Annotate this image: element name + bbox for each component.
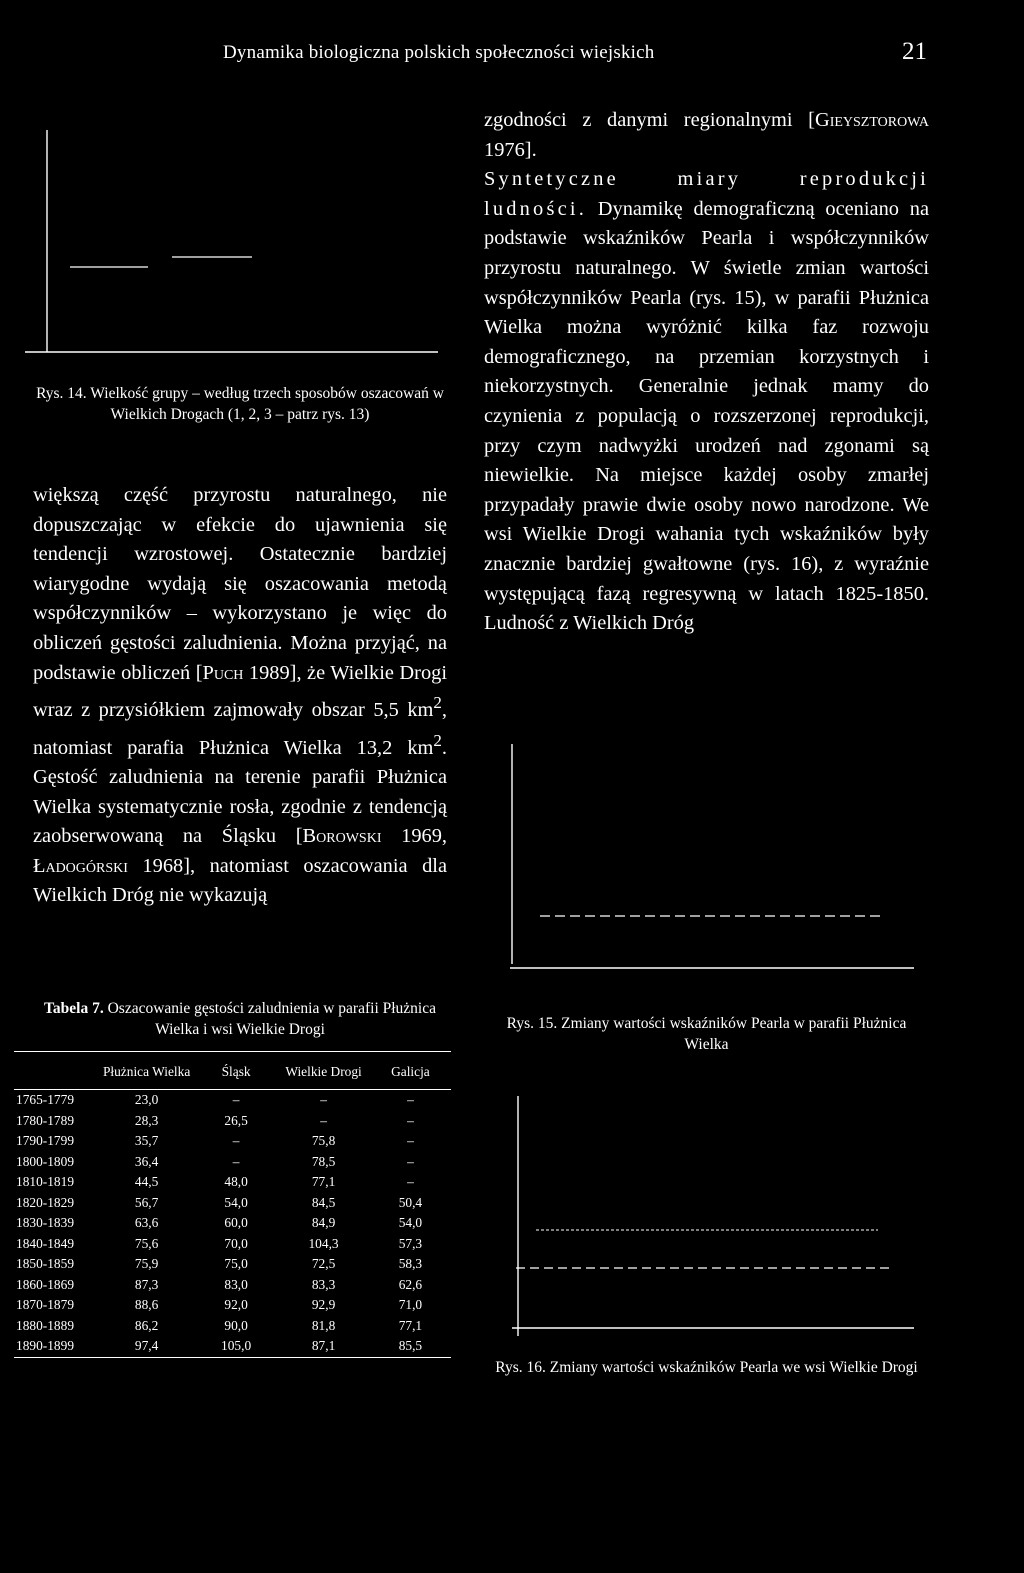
citation-author: Gieysztorowa bbox=[814, 109, 929, 131]
value-cell: 77,1 bbox=[311, 1174, 336, 1189]
value-cell: 92,0 bbox=[224, 1297, 248, 1312]
density-table bbox=[14, 1051, 451, 1358]
table-row bbox=[14, 1295, 451, 1316]
table-row bbox=[14, 1275, 451, 1296]
value-cell: 26,5 bbox=[224, 1112, 248, 1128]
value-cell: 92,9 bbox=[311, 1297, 336, 1312]
value-cell: 23,0 bbox=[134, 1092, 159, 1107]
value-cell: 60,0 bbox=[224, 1215, 248, 1230]
figure-15-caption: Rys. 15. Zmiany wartości wskaźników Pearla w parafii Płużnica Wielka bbox=[506, 1015, 907, 1053]
value-cell: 72,5 bbox=[311, 1256, 336, 1271]
value-cell: 44,5 bbox=[134, 1174, 159, 1189]
left-paragraph bbox=[33, 481, 447, 911]
value-cell: 84,9 bbox=[311, 1215, 336, 1230]
value-cell: 77,1 bbox=[398, 1317, 423, 1333]
value-cell: 85,5 bbox=[370, 1336, 451, 1357]
value-cell: 48,0 bbox=[224, 1174, 248, 1189]
value-cell: – bbox=[407, 1153, 414, 1169]
table-row bbox=[14, 1254, 451, 1275]
citation-author: Borowski bbox=[302, 825, 382, 848]
figure-15-plot bbox=[506, 738, 916, 974]
value-cell: 57,3 bbox=[398, 1235, 423, 1251]
table-header-row bbox=[14, 1052, 451, 1090]
text-run: , natomiast parafia Płużnica Wielka 13,2 km bbox=[33, 698, 447, 759]
value-cell: 97,4 bbox=[98, 1336, 195, 1357]
table-row bbox=[14, 1152, 451, 1173]
running-title: Dynamika biologiczna polskich społeczności wiejskich bbox=[223, 42, 655, 63]
value-cell: 81,8 bbox=[311, 1317, 336, 1333]
period-cell: 1810-1819 bbox=[16, 1174, 75, 1189]
period-cell: 1840-1849 bbox=[16, 1235, 75, 1251]
value-cell: 87,3 bbox=[134, 1276, 159, 1292]
value-cell: 83,3 bbox=[311, 1276, 336, 1292]
figure-14-caption: Rys. 14. Wielkość grupy – według trzech sposobów oszacowań w Wielkich Drogach (1, 2, 3 – patrz rys. 13) bbox=[36, 385, 444, 423]
value-cell: 58,3 bbox=[398, 1256, 423, 1271]
period-cell: 1860-1869 bbox=[16, 1276, 75, 1292]
column-header: Galicja bbox=[370, 1052, 451, 1090]
period-cell: 1790-1799 bbox=[16, 1133, 75, 1148]
value-cell: 54,0 bbox=[224, 1194, 248, 1210]
citation-author: Puch bbox=[202, 661, 244, 684]
period-cell: 1890-1899 bbox=[14, 1336, 98, 1357]
citation-author: Ładogórski bbox=[33, 854, 128, 877]
figure-16-caption: Rys. 16. Zmiany wartości wskaźników Pearla we wsi Wielkie Drogi bbox=[495, 1359, 918, 1376]
value-cell: – bbox=[407, 1174, 414, 1189]
value-cell: – bbox=[232, 1092, 240, 1107]
value-cell: 62,6 bbox=[398, 1276, 423, 1292]
text-run: 1976]. bbox=[484, 138, 537, 161]
table-row bbox=[14, 1336, 451, 1357]
value-cell: – bbox=[407, 1092, 414, 1107]
figure-16-plot bbox=[506, 1090, 916, 1342]
table-row bbox=[14, 1316, 451, 1337]
text-run: 1989], że Wielkie Drogi wraz z przysiółkiem zajmowały obszar 5,5 km bbox=[33, 661, 448, 721]
column-header: Wielkie Drogi bbox=[277, 1052, 370, 1090]
value-cell: 105,0 bbox=[195, 1336, 277, 1357]
right-column-text bbox=[484, 106, 929, 639]
value-cell: – bbox=[232, 1153, 240, 1169]
period-cell: 1870-1879 bbox=[16, 1297, 75, 1312]
value-cell: 71,0 bbox=[398, 1297, 423, 1312]
period-cell: 1765-1779 bbox=[16, 1092, 75, 1107]
text-run: zgodności z danymi regionalnymi [ bbox=[484, 109, 815, 131]
value-cell: 36,4 bbox=[134, 1153, 159, 1169]
column-header: Śląsk bbox=[195, 1052, 277, 1090]
table-label: Tabela 7. bbox=[44, 1000, 104, 1017]
value-cell: – bbox=[232, 1133, 240, 1148]
table-row bbox=[14, 1131, 451, 1152]
page-number: 21 bbox=[902, 38, 927, 65]
value-cell: 35,7 bbox=[134, 1133, 159, 1148]
value-cell: 84,5 bbox=[311, 1194, 336, 1210]
value-cell: – bbox=[320, 1092, 327, 1107]
period-cell: 1850-1859 bbox=[16, 1256, 75, 1271]
right-paragraph-2 bbox=[484, 165, 929, 639]
text-run: 1969, bbox=[381, 825, 447, 848]
table-row bbox=[14, 1193, 451, 1214]
value-cell: 75,8 bbox=[311, 1133, 336, 1148]
period-cell: 1820-1829 bbox=[16, 1194, 75, 1210]
value-cell: 75,6 bbox=[134, 1235, 159, 1251]
period-cell: 1800-1809 bbox=[16, 1153, 75, 1169]
value-cell: – bbox=[407, 1133, 414, 1148]
value-cell: 75,9 bbox=[134, 1256, 159, 1271]
value-cell: 86,2 bbox=[134, 1317, 159, 1333]
period-cell: 1830-1839 bbox=[16, 1215, 75, 1230]
text-run: Dynamikę demograficzną oceniano na podstawie wskaźników Pearla i współczynników przyrostu naturalnego. W świetle zmian wartości współczynników Pearla (rys. 15), w parafii Płużnica Wielka można wyróżnić kilka faz rozwoju demograficznego, na przemian korzystnych i niekorzystnych. Generalnie jednak mamy do czynienia z populacją o rozszerzonej reprodukcji, przy czym nadwyżki urodzeń nad zgonami są niewielkie. Na miejsce każdej osoby zmarłej przypadały prawie dwie osoby nowo narodzone. We wsi Wielkie Drogi wahania tych wskaźników były znacznie bardziej gwałtowne (rys. 16), z wyraźnie występującą fazą regresywną w latach 1825-1850. Ludność z Wielkich Dróg bbox=[484, 197, 929, 635]
figure-14-plot bbox=[20, 128, 440, 360]
text-run: większą część przyrostu naturalnego, nie dopuszczając w efekcie do ujawnienia się tendencji wzrostowej. Ostatecznie bardziej wiarygodne wydają się oszacowania metodą współczynników – wykorzystano je więc do obliczeń gęstości zaludnienia. Można przyjąć, na podstawie obliczeń [ bbox=[33, 484, 447, 684]
value-cell: – bbox=[407, 1112, 414, 1128]
value-cell: 90,0 bbox=[224, 1317, 248, 1333]
running-header bbox=[0, 38, 1024, 72]
value-cell: 104,3 bbox=[308, 1235, 339, 1251]
value-cell: 50,4 bbox=[398, 1194, 423, 1210]
table-row bbox=[14, 1111, 451, 1132]
right-paragraph-1 bbox=[484, 106, 929, 165]
value-cell: 54,0 bbox=[398, 1215, 423, 1230]
value-cell: – bbox=[320, 1112, 327, 1128]
table-row bbox=[14, 1090, 451, 1111]
value-cell: 83,0 bbox=[224, 1276, 248, 1292]
period-cell: 1880-1889 bbox=[16, 1317, 75, 1333]
period-cell: 1780-1789 bbox=[16, 1112, 75, 1128]
column-header: Płużnica Wielka bbox=[98, 1052, 195, 1090]
text-run: . Gęstość zaludnienia na terenie parafii Płużnica Wielka systematycznie rosła, zgodnie z tendencją zaobserwowaną na Śląsku [ bbox=[33, 736, 447, 848]
value-cell: 70,0 bbox=[224, 1235, 248, 1251]
table-row bbox=[14, 1213, 451, 1234]
table-row bbox=[14, 1172, 451, 1193]
value-cell: 87,1 bbox=[277, 1336, 370, 1357]
superscript: 2 bbox=[433, 730, 442, 750]
value-cell: 28,3 bbox=[134, 1112, 159, 1128]
value-cell: 78,5 bbox=[311, 1153, 336, 1169]
section-heading: Syntetyczne miary reprodukcji ludności. bbox=[484, 168, 929, 220]
column-header bbox=[14, 1052, 98, 1090]
value-cell: 88,6 bbox=[134, 1297, 159, 1312]
value-cell: 56,7 bbox=[134, 1194, 159, 1210]
table-title-text: Oszacowanie gęstości zaludnienia w parafii Płużnica Wielka i wsi Wielkie Drogi bbox=[103, 1000, 436, 1038]
table-row bbox=[14, 1234, 451, 1255]
table-7-title bbox=[33, 998, 447, 1040]
table-7 bbox=[14, 1051, 451, 1358]
superscript: 2 bbox=[433, 693, 442, 713]
left-column-text bbox=[33, 481, 447, 911]
text-run: 1968], natomiast oszacowania dla Wielkich Dróg nie wykazują bbox=[33, 854, 447, 907]
value-cell: 63,6 bbox=[134, 1215, 159, 1230]
value-cell: 75,0 bbox=[224, 1256, 248, 1271]
